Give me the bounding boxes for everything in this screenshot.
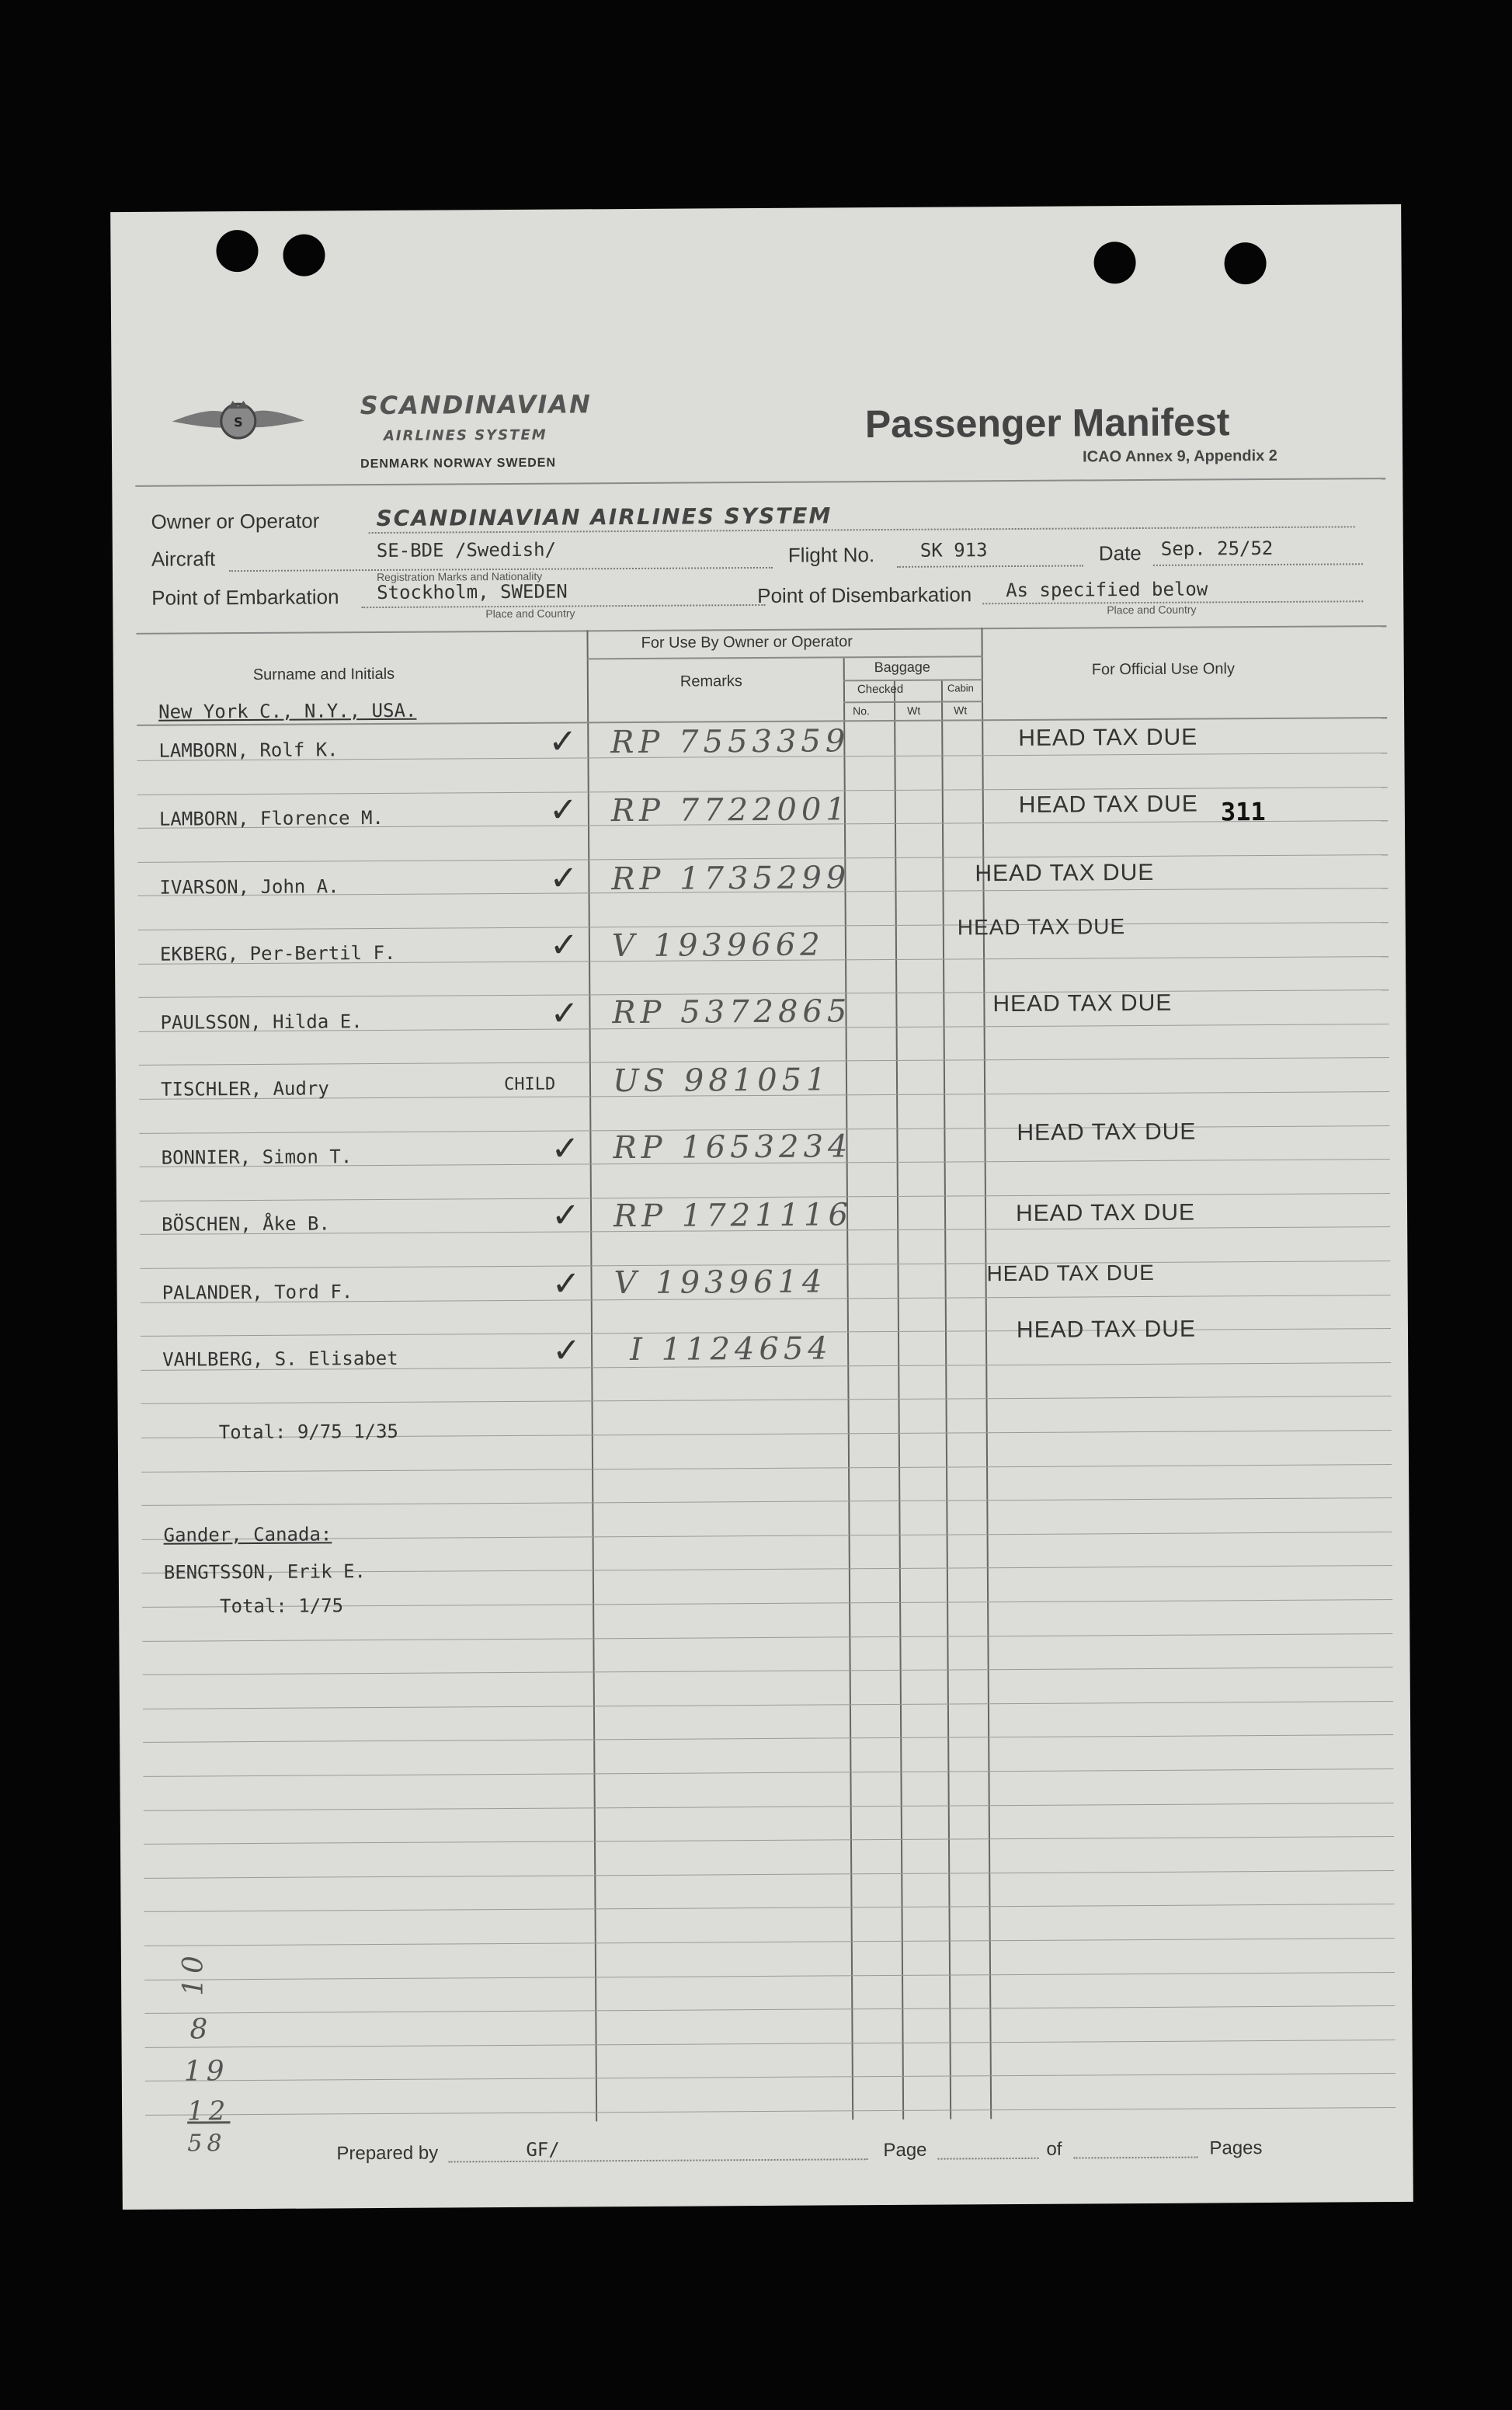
disembarkation-value: As specified below [1006, 578, 1208, 602]
flight-label: Flight No. [787, 543, 875, 567]
remarks-left-border [586, 630, 597, 2121]
table-rule [145, 2073, 1396, 2081]
sas-wings-logo-icon [165, 390, 312, 453]
check-mark: ✓ [551, 1264, 581, 1304]
official-stamp: HEAD TAX DUE [992, 989, 1173, 1017]
col-name-header: Surname and Initials [252, 665, 395, 683]
airline-logo-subtext: AIRLINES SYSTEM [383, 426, 547, 444]
page-label: Page [883, 2139, 927, 2161]
official-left-border [981, 628, 992, 2119]
passenger-name: PALANDER, Tord F. [162, 1281, 353, 1304]
pages-label: Pages [1209, 2137, 1263, 2159]
prepared-line [448, 2158, 867, 2162]
passenger-remark: RP 5372865 [612, 993, 852, 1031]
official-stamp: HEAD TAX DUE [1017, 1118, 1197, 1146]
passenger-remark: I 1124654 [629, 1330, 832, 1368]
of-line [1073, 2157, 1197, 2159]
passenger-name: TISCHLER, Audry [160, 1077, 329, 1101]
table-rule [144, 2005, 1395, 2014]
table-rule [145, 2040, 1396, 2048]
table-rule [144, 1803, 1394, 1811]
table-rule [144, 1972, 1395, 1981]
punch-hole [1093, 242, 1135, 283]
official-stamp: HEAD TAX DUE [1018, 724, 1198, 751]
official-stamp: HEAD TAX DUE [1018, 791, 1198, 818]
passenger-name: LAMBORN, Rolf K. [158, 739, 339, 762]
total-new-york: Total: 9/75 1/35 [218, 1420, 399, 1444]
col-owner-group-header: For Use By Owner or Operator [641, 633, 853, 652]
table-rule [143, 1768, 1393, 1777]
page-line [937, 2158, 1038, 2160]
col-wt-header: Wt [907, 704, 921, 717]
form-reference: ICAO Annex 9, Appendix 2 [1083, 447, 1277, 466]
check-mark: ✓ [551, 1128, 580, 1169]
margin-note: 58 [187, 2130, 227, 2158]
disembarkation-caption: Place and Country [1107, 603, 1197, 617]
passenger-remark: V 1939614 [613, 1264, 827, 1302]
aircraft-value: SE-BDE /Swedish/ [376, 538, 557, 562]
owner-value: SCANDINAVIAN AIRLINES SYSTEM [376, 503, 832, 532]
official-stamp: HEAD TAX DUE [975, 859, 1155, 887]
check-mark: ✓ [550, 993, 579, 1034]
passenger-name-2: BENGTSSON, Erik E. [163, 1560, 367, 1584]
airline-logo-text: SCANDINAVIAN [360, 389, 592, 421]
registration-caption: Registration Marks and Nationality [376, 569, 543, 584]
passenger-remark: RP 1653234 [613, 1128, 853, 1167]
flight-line [897, 565, 1083, 567]
passenger-remark: RP 7722001 [610, 791, 850, 829]
table-rule [141, 1396, 1392, 1404]
check-mark: ✓ [548, 722, 578, 762]
embarkation-value: Stockholm, SWEDEN [377, 580, 568, 604]
baggage-wt-border [894, 681, 904, 2120]
flight-date: Sep. 25/52 [1160, 537, 1274, 560]
table-rule [142, 1633, 1392, 1642]
table-rule [143, 1667, 1393, 1675]
col-baggage-header: Baggage [874, 659, 930, 676]
date-line [1153, 563, 1363, 566]
checked-rule [843, 701, 983, 703]
flight-number: SK 913 [919, 539, 988, 562]
table-rule [144, 1836, 1394, 1845]
passenger-name: IVARSON, John A. [159, 875, 339, 899]
passenger-remark: RP 1721116 [613, 1197, 853, 1235]
margin-note: 12 [186, 2095, 231, 2127]
total-gander: Total: 1/75 [220, 1594, 344, 1618]
table-rule [141, 1464, 1392, 1473]
passenger-name: BONNIER, Simon T. [161, 1146, 353, 1169]
official-stamp: HEAD TAX DUE [1016, 1316, 1197, 1343]
table-rule [144, 1938, 1395, 1946]
prepared-by-label: Prepared by [336, 2142, 439, 2165]
passenger-remark: RP 1735299 [611, 860, 851, 898]
punch-hole [283, 234, 325, 276]
child-note: CHILD [503, 1074, 556, 1095]
embarkation-caption: Place and Country [485, 607, 575, 621]
cabin-left-border [941, 681, 951, 2120]
svg-text:S: S [233, 415, 243, 430]
table-rule [145, 2107, 1396, 2116]
col-remarks-header: Remarks [680, 673, 742, 690]
destination-header: New York C., N.Y., USA. [158, 699, 417, 723]
passenger-remark: V 1939662 [611, 927, 825, 965]
check-mark: ✓ [551, 1195, 581, 1236]
header-rule [135, 478, 1385, 487]
destination-header-2: Gander, Canada: [163, 1523, 332, 1546]
margin-note: 10 [177, 1950, 210, 1997]
airline-countries: DENMARK NORWAY SWEDEN [360, 456, 557, 471]
official-number: 311 [1220, 797, 1266, 827]
table-rule [144, 1870, 1394, 1879]
check-mark: ✓ [551, 1330, 582, 1371]
form-title: Passenger Manifest [864, 400, 1230, 447]
table-rule [143, 1701, 1393, 1709]
col-checked-header: Checked [857, 682, 904, 697]
official-stamp: HEAD TAX DUE [1015, 1199, 1196, 1227]
check-mark: ✓ [549, 858, 579, 899]
check-mark: ✓ [549, 925, 579, 965]
of-label: of [1046, 2138, 1062, 2160]
ruled-lines [110, 204, 1401, 212]
owner-label: Owner or Operator [151, 509, 320, 534]
prepared-by-value: GF/ [526, 2138, 560, 2161]
passenger-name: BÖSCHEN, Åke B. [162, 1212, 330, 1236]
passenger-name: EKBERG, Per-Bertil F. [159, 941, 396, 965]
official-stamp: HEAD TAX DUE [957, 914, 1126, 940]
passenger-name: PAULSSON, Hilda E. [160, 1010, 363, 1034]
passenger-name: VAHLBERG, S. Elisabet [162, 1347, 398, 1371]
check-mark: ✓ [548, 790, 578, 830]
col-no-header: No. [853, 704, 870, 718]
margin-note: 8 [189, 2013, 213, 2046]
official-stamp: HEAD TAX DUE [986, 1260, 1155, 1286]
punch-hole [1224, 242, 1266, 284]
passenger-remark: US 981051 [612, 1062, 831, 1100]
col-official-header: For Official Use Only [1091, 660, 1235, 679]
margin-note: 19 [183, 2055, 229, 2088]
passenger-name: LAMBORN, Florence M. [158, 806, 384, 830]
col-cabin-header: Cabin [947, 682, 974, 694]
table-rule [144, 1904, 1395, 1912]
manifest-sheet [110, 204, 1413, 2210]
table-rule [141, 1497, 1392, 1506]
passenger-remark: RP 7553359 [610, 723, 850, 761]
baggage-group-rule [843, 679, 983, 681]
embarkation-label: Point of Embarkation [151, 585, 339, 610]
date-label: Date [1098, 541, 1142, 565]
punch-hole [216, 230, 258, 272]
disembarkation-label: Point of Disembarkation [757, 583, 972, 608]
table-rule [143, 1734, 1393, 1743]
col-cabin-wt-header: Wt [954, 704, 968, 717]
aircraft-label: Aircraft [151, 547, 216, 571]
